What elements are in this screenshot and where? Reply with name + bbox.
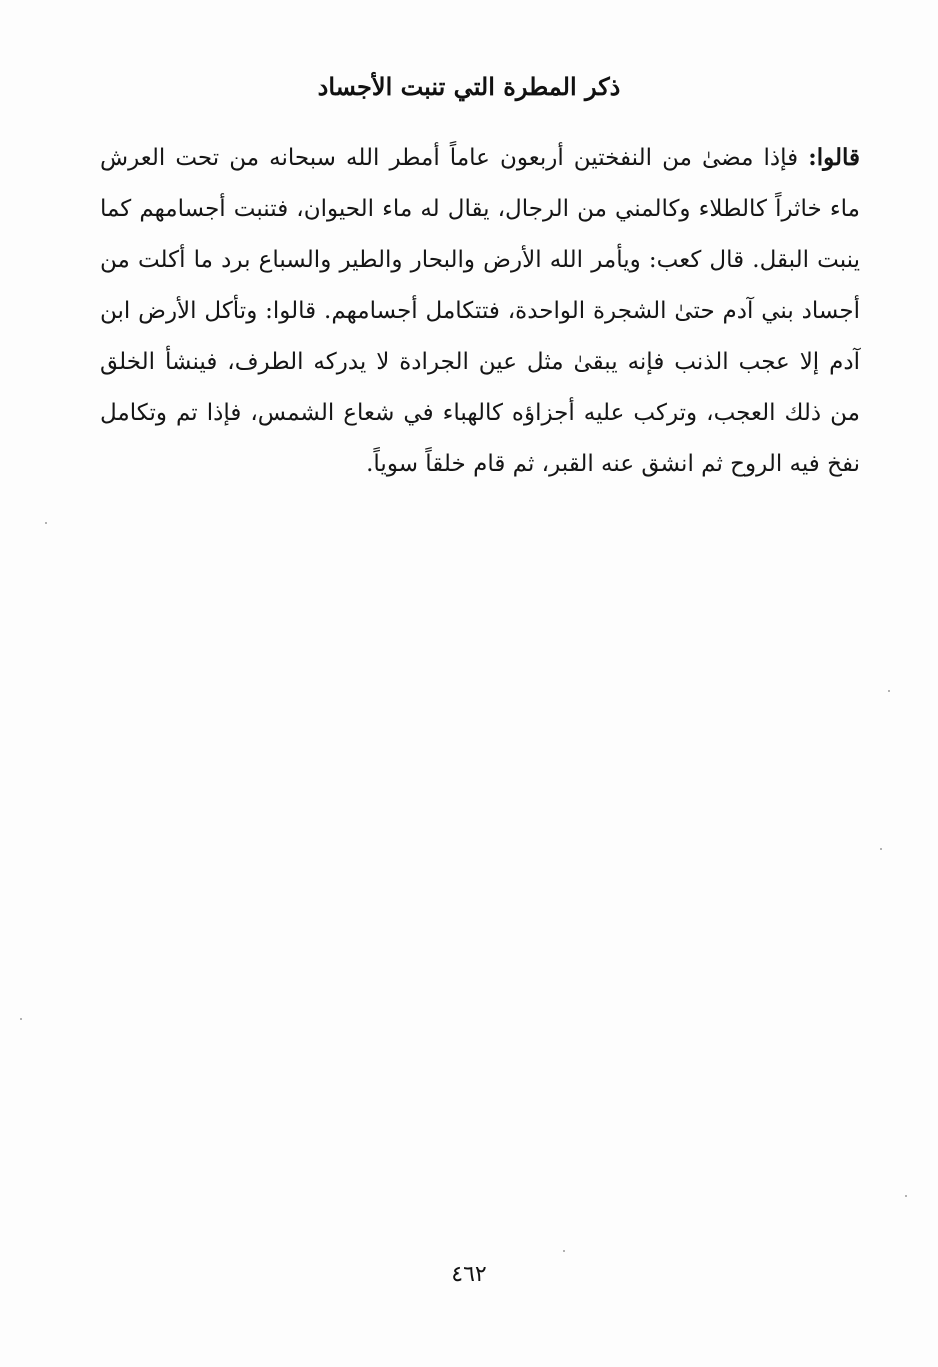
paragraph-lead: قالوا: bbox=[808, 144, 860, 171]
scan-speck bbox=[880, 848, 882, 850]
section-heading: ذكر المطرة التي تنبت الأجساد bbox=[317, 72, 621, 101]
paragraph-text: فإذا مضىٰ من النفختين أربعون عاماً أمطر الله سبحانه من تحت العرش ماء خاثراً كالطلاء وكالمني من الرجال، يقال له ماء الحيوان، فتنبت أجسامهم كما ينبت البقل. قال كعب: ويأمر الله الأرض والبحار والطير والسباع برد ما أكلت من أجساد بني آدم حتىٰ الشجرة الواحدة، فتتكامل أجسامهم. قالوا: وتأكل الأرض ابن آدم إلا عجب الذنب فإنه يبقىٰ مثل عين الجرادة لا يدركه الطرف، فينشأ الخلق من ذلك العجب، وتركب عليه أجزاؤه كالهباء في شعاع الشمس، فإذا تم وتكامل نفخ فيه الروح ثم انشق عنه القبر، ثم قام خلقاً سوياً. bbox=[100, 145, 860, 477]
scan-speck bbox=[905, 1195, 907, 1197]
body-paragraph bbox=[100, 132, 860, 490]
scan-speck bbox=[20, 1018, 22, 1020]
scan-speck bbox=[45, 522, 47, 524]
scan-speck bbox=[563, 1250, 565, 1252]
page-number: ٤٦٢ bbox=[451, 1262, 487, 1287]
scan-speck bbox=[888, 690, 890, 692]
